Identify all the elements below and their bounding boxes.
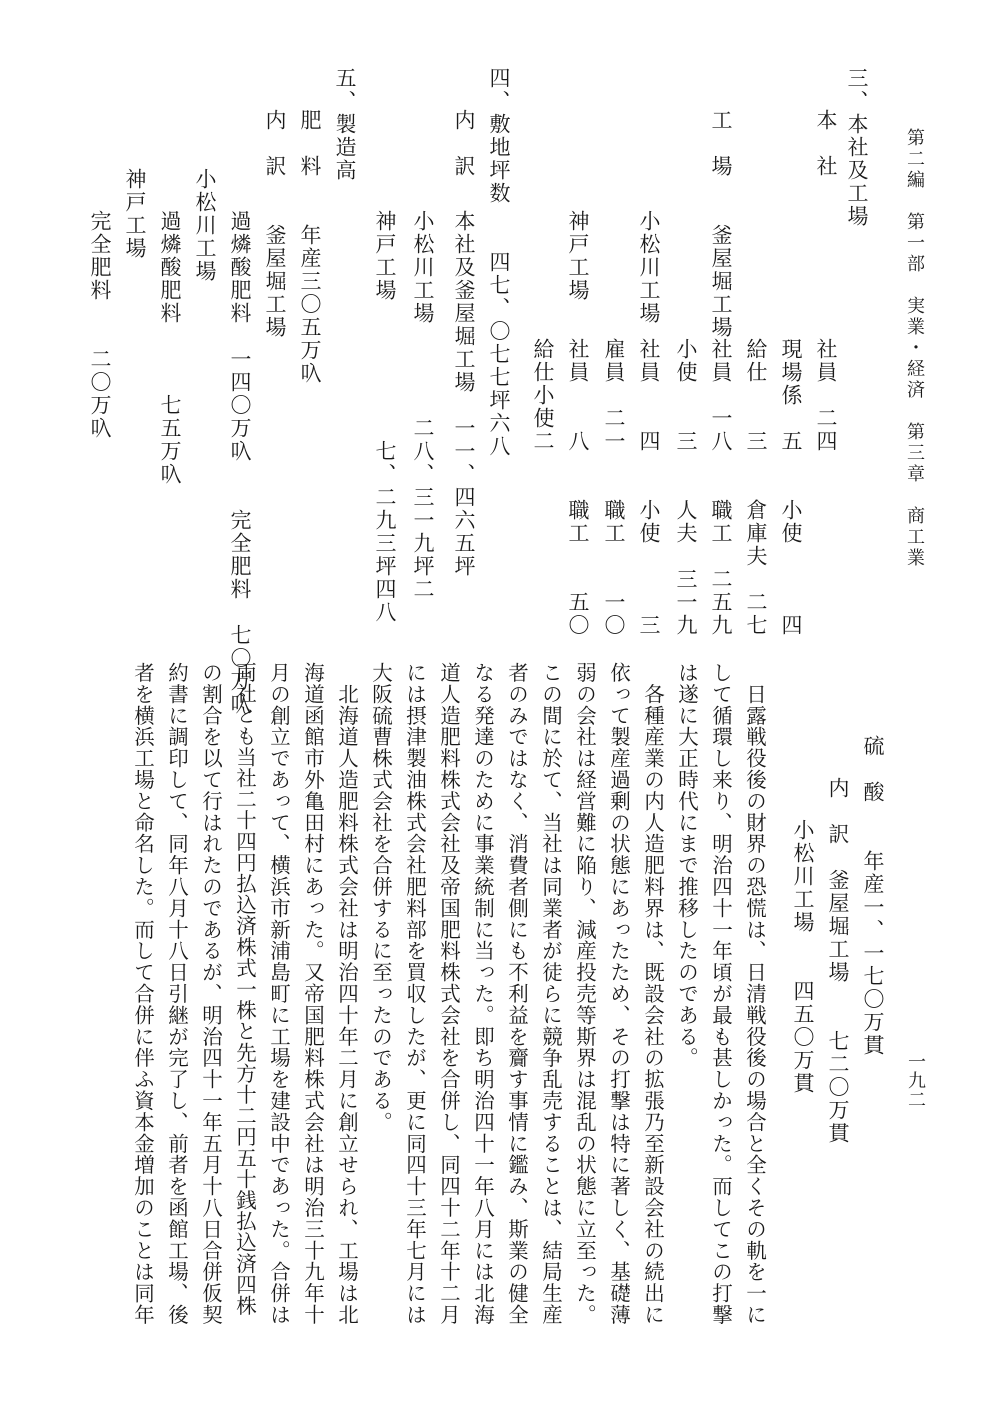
body-line: 北海道人造肥料株式会社は明治四十年二月に創立せられ、工場は北	[334, 662, 359, 1326]
body-line: 両社とも当社二十四円払込済株式一株と先方十二円五十銭払込済四株	[232, 662, 257, 1317]
running-header: 第二編 第一部 実業・経済 第三章 商工業	[904, 128, 925, 569]
body-line: なる発達のために事業統制に当った。即ち明治四十一年八月には北海	[470, 662, 495, 1326]
sulfuric-acid-total: 硫 酸 年産一、一七〇万貫	[861, 735, 885, 1057]
body-line: 日露戦役後の財界の恐慌は、日清戦役後の場合と全くその軌を一に	[742, 662, 767, 1326]
sulfuric-acid-komatsu: 小松川工場 四五〇万貫	[791, 819, 815, 1095]
production-row: 神戸工場	[123, 168, 147, 260]
honsha-label: 本 社	[814, 109, 838, 178]
body-line: 道人造肥料株式会社及帝国肥料株式会社を合併し、同四十二年十二月	[436, 662, 461, 1326]
body-line: 者のみではなく、消費者側にも不利益を齎す事情に鑑み、斯業の健全	[504, 662, 529, 1326]
sulfuric-acid-naiyaku: 内 訳 釜屋堀工場 七二〇万貫	[826, 777, 850, 1145]
body-line: 依って製産過剰の状態にあったため、その打撃は特に著しく、基礎薄	[606, 662, 631, 1326]
kobe-row: 社員 八 職工 五〇	[566, 338, 590, 637]
body-line: この間に於て、当社は同業者が徒らに競争乱売することは、結局生産	[538, 662, 563, 1326]
production-row: 過燐酸肥料 一四〇万叺 完全肥料 七〇万叺	[228, 210, 252, 716]
kamaya-row: 社員 一八 職工 二五九	[709, 338, 733, 637]
body-line: して循環し来り、明治四十一年頃が最も甚しかった。而してこの打撃	[708, 662, 733, 1326]
kamaya-row: 小使 三 人夫 三一九	[674, 338, 698, 637]
body-line: には摂津製油株式会社肥料部を買収したが、更に同四十三年七月には	[402, 662, 427, 1326]
land-row: 神戸工場 七、二九三坪四八	[373, 210, 397, 624]
honsha-row: 社員 二四	[814, 338, 838, 453]
land-row: 本社及釜屋堀工場 一一、四六五坪	[452, 210, 476, 578]
production-naiyaku: 内 訳 釜屋堀工場	[263, 109, 287, 339]
body-line: 弱の会社は経営難に陥り、減産投売等斯界は混乱の状態に立至った。	[572, 662, 597, 1326]
body-line: 大阪硫曹株式会社を合併するに至ったのである。	[368, 662, 393, 1133]
komatsu-row: 雇員 二一 職工 一〇	[602, 338, 626, 637]
production-row: 過燐酸肥料 七五万叺	[158, 210, 182, 486]
land-row: 小松川工場 二八、三一九坪二	[411, 210, 435, 601]
body-line: 海道函館市外亀田村にあった。又帝国肥料株式会社は明治三十九年十	[300, 662, 325, 1326]
kobe-label: 神戸工場	[566, 210, 590, 302]
honsha-row: 現場係 五 小使 四	[779, 338, 803, 637]
kamaya-label: 工 場 釜屋堀工場	[709, 109, 733, 339]
land-naiyaku-label: 内 訳	[452, 109, 476, 178]
komatsu-row: 社員 四 小使 三	[637, 338, 661, 637]
production-row: 小松川工場	[193, 168, 217, 283]
body-line: の割合を以て行はれたのであるが、明治四十一年五月十八日合併仮契	[198, 662, 223, 1326]
body-line: 約書に調印して、同年八月十八日引継が完了し、前者を函館工場、後	[164, 662, 189, 1326]
body-line: は遂に大正時代にまで推移したのである。	[674, 662, 699, 1069]
section-heading-3: 三、本社及工場	[845, 67, 869, 228]
body-line: 者を横浜工場と命名した。而して合併に伴ふ資本金増加のことは同年	[130, 662, 155, 1326]
production-row: 完全肥料 二〇万叺	[88, 210, 112, 440]
body-line: 各種産業の内人造肥料界は、既設会社の拡張乃至新設会社の続出に	[640, 662, 665, 1326]
komatsu-label: 小松川工場	[637, 210, 661, 325]
section-heading-5: 五、製造高	[333, 67, 357, 182]
honsha-row: 給仕 三 倉庫夫 二七	[744, 338, 768, 637]
section-heading-4: 四、敷地坪数 四七、〇七七坪六八	[487, 67, 511, 458]
kobe-row: 給仕小使二	[531, 338, 555, 453]
page-number: 一九二	[905, 1052, 926, 1109]
fertilizer-total: 肥 料 年産三〇五万叺	[298, 109, 322, 385]
body-line: 月の創立であって、横浜市新浦島町に工場を建設中であった。合併は	[266, 662, 291, 1326]
